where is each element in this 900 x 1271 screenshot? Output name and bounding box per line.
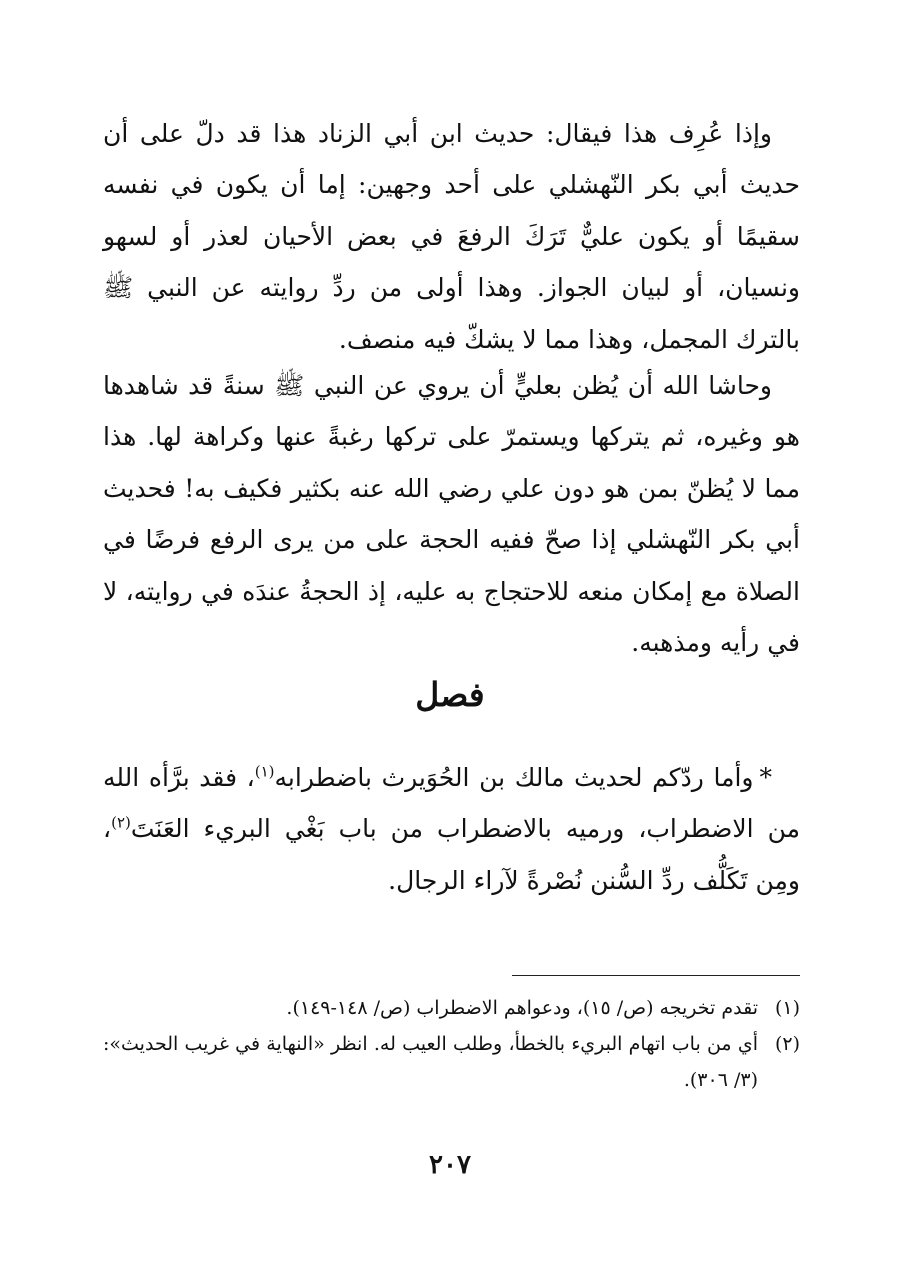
paragraph-2-text: وحاشا الله أن يُظن بعليٍّ أن يروي عن النبي ﷺ سنةً قد شاهدها هو وغيره، ثم يتركها ويستمرّ على تركها رغبةً عنها وكراهة لها. هذا مما لا يُظنّ بمن هو دون علي رضي الله عنه بكثير فكيف به! فحديث أبي بكر النّهشلي إذا صحّ ففيه الحجة على من يرى الرفع فرضًا في الصلاة مع إمكان منعه للاحتجاج به عليه، إذ الحجةُ عندَه في روايته، لا في رأيه ومذهبه.	[103, 371, 800, 658]
footnote-divider	[512, 975, 800, 976]
paragraph-1	[103, 108, 800, 365]
page-number: ٢٠٧	[429, 1150, 471, 1180]
paragraph-2	[103, 360, 800, 668]
paragraph-1-text: وإذا عُرِف هذا فيقال: حديث ابن أبي الزناد هذا قد دلّ على أن حديث أبي بكر النّهشلي على أحد وجهين: إما أن يكون في نفسه سقيمًا أو يكون عليٌّ تَرَكَ الرفعَ في بعض الأحيان لعذر أو لسهو ونسيان، أو لبيان الجواز. وهذا أولى من ردِّ روايته عن النبي ﷺ بالترك المجمل، وهذا مما لا يشكّ فيه منصف.	[103, 119, 800, 354]
paragraph-3-text-part-1: وأما ردّكم لحديث مالك بن الحُوَيرث باضطرابه	[274, 763, 754, 792]
footnote-ref-1[interactable]: (١)	[254, 762, 275, 781]
footnote-2	[103, 1026, 800, 1098]
footnotes-section	[103, 990, 800, 1098]
footnote-1-number: (١)	[774, 997, 800, 1019]
paragraph-3	[103, 752, 800, 906]
section-heading: فصل	[415, 675, 485, 714]
footnote-2-number: (٢)	[774, 1033, 800, 1055]
footnote-1	[103, 990, 800, 1026]
paragraph-3-text-part-2: ، فقد برَّأه الله من الاضطراب، ورميه بالاضطراب من باب بَغْي البريء العَنَتَ	[103, 763, 800, 844]
footnote-ref-2[interactable]: (٢)	[111, 814, 131, 833]
paragraph-3-text-part-3: ، ومِن تَكَلُّف ردِّ السُّنن نُصْرةً لآراء الرجال.	[103, 814, 800, 895]
footnote-2-text: أي من باب اتهام البريء بالخطأ، وطلب العيب له. انظر «النهاية في غريب الحديث»: (٣/ ٣٠٦).	[103, 1033, 758, 1091]
footnote-1-text: تقدم تخريجه (ص/ ١٥)، ودعواهم الاضطراب (ص/ ١٤٨-١٤٩).	[286, 997, 758, 1019]
asterisk-marker: *	[759, 763, 773, 792]
